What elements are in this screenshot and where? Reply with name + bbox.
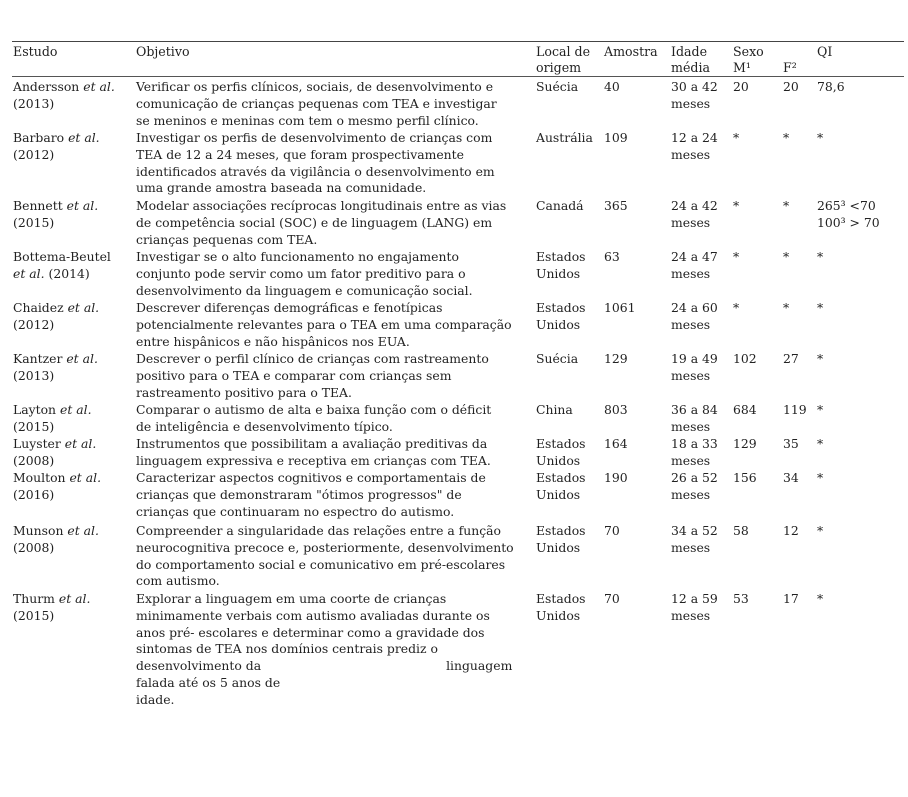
estudo-year-line (13, 96, 131, 113)
idade-range: 24 a 47 (671, 249, 718, 264)
header-estudo: Estudo (13, 44, 58, 59)
cell-estudo (13, 300, 131, 334)
cell-sexo-m: 58 (733, 523, 749, 538)
objetivo-line: Explorar a linguagem em uma coorte de crianças (136, 591, 447, 606)
header-qi: QI (817, 44, 833, 59)
idade-range: 30 a 42 (671, 79, 718, 94)
cell-amostra: 803 (604, 402, 628, 417)
objetivo-line: Investigar se o alto funcionamento no engajamento (136, 249, 459, 264)
qi-line1: * (817, 130, 824, 145)
estudo-author-line (13, 249, 131, 266)
estudo-et-al: et al. (60, 402, 92, 417)
cell-local (536, 402, 602, 419)
header-local-line2: origem (536, 60, 582, 75)
header-idade (671, 44, 710, 76)
cell-sexo-f: 12 (783, 523, 799, 538)
header-idade-line1: Idade (671, 44, 708, 59)
idade-unit: meses (671, 316, 711, 332)
estudo-year: (2013) (13, 367, 55, 383)
cell-local (536, 470, 602, 504)
objetivo-line: sintomas de TEA nos domínios centrais prediz o (136, 641, 438, 657)
cell-sexo-m: * (733, 198, 740, 213)
estudo-author: Chaidez (13, 300, 64, 315)
objetivo-line: de competência social (SOC) e de linguagem (LANG) em (136, 214, 493, 230)
idade-unit: meses (671, 146, 711, 162)
estudo-year: (2008) (13, 539, 55, 555)
cell-qi (817, 523, 905, 540)
header-idade-line2: média (671, 60, 710, 75)
idade-range: 36 a 84 (671, 402, 718, 417)
header-local (536, 44, 590, 76)
qi-line1: 78,6 (817, 79, 845, 94)
local-line2: Unidos (536, 539, 581, 555)
idade-range: 19 a 49 (671, 351, 718, 366)
objetivo-line: comunicação de crianças pequenas com TEA e investigar (136, 95, 497, 111)
estudo-year: (2013) (13, 95, 55, 111)
local-line2: Unidos (536, 265, 581, 281)
cell-estudo (13, 436, 131, 470)
estudo-author: Kantzer (13, 351, 63, 366)
objetivo-line: Caracterizar aspectos cognitivos e comportamentais de (136, 470, 486, 485)
idade-range: 12 a 59 (671, 591, 718, 606)
cell-objetivo (136, 523, 536, 590)
objetivo-line: rastreamento positivo para o TEA. (136, 384, 352, 400)
cell-sexo-m: * (733, 130, 740, 145)
local-line2: Unidos (536, 316, 581, 332)
estudo-author-line (13, 198, 131, 215)
estudo-et-al: et al. (67, 523, 99, 538)
cell-qi (817, 470, 905, 487)
estudo-year-line (13, 147, 131, 164)
idade-range: 18 a 33 (671, 436, 718, 451)
cell-estudo (13, 470, 131, 504)
estudo-et-al: et al. (68, 130, 100, 145)
cell-sexo-f: 20 (783, 79, 799, 94)
estudo-author-line (13, 591, 131, 608)
objetivo-line: conjunto pode servir como um fator preditivo para o (136, 265, 466, 281)
idade-unit: meses (671, 452, 711, 468)
qi-line1: * (817, 591, 824, 606)
qi-line1: * (817, 249, 824, 264)
objetivo-line: Descrever o perfil clínico de crianças com rastreamento (136, 351, 489, 366)
cell-sexo-m: 156 (733, 470, 757, 485)
cell-sexo-f: 27 (783, 351, 799, 366)
cell-idade (671, 79, 731, 113)
table-header-rule (12, 76, 904, 77)
cell-estudo (13, 198, 131, 232)
estudo-author: Thurm (13, 591, 55, 606)
cell-sexo-f: 17 (783, 591, 799, 606)
header-objetivo: Objetivo (136, 44, 190, 59)
estudo-et-al: et al. (13, 265, 45, 281)
cell-idade (671, 130, 731, 164)
estudo-year-line (13, 368, 131, 385)
estudo-author-line (13, 351, 131, 368)
cell-local (536, 591, 602, 625)
cell-qi (817, 591, 905, 608)
estudo-year-line (13, 487, 131, 504)
cell-sexo-m: 684 (733, 402, 757, 417)
cell-qi (817, 351, 905, 368)
objetivo-line: crianças que demonstraram "ótimos progressos" de (136, 486, 462, 502)
cell-local (536, 436, 602, 470)
estudo-author: Bottema-Beutel (13, 249, 111, 264)
estudo-author-line (13, 523, 131, 540)
cell-objetivo (136, 198, 536, 248)
cell-local (536, 249, 602, 283)
cell-sexo-f: * (783, 300, 790, 315)
cell-sexo-m: 20 (733, 79, 749, 94)
estudo-author-line (13, 300, 131, 317)
estudo-author: Barbaro (13, 130, 65, 145)
cell-qi (817, 249, 905, 266)
objetivo-line: idade. (136, 691, 175, 707)
cell-amostra: 365 (604, 198, 628, 213)
qi-line1: * (817, 351, 824, 366)
estudo-author: Luyster (13, 436, 61, 451)
cell-qi (817, 402, 905, 419)
local-line1: Estados (536, 300, 586, 315)
objetivo-line: desenvolvimento da linguagem e comunicação social. (136, 282, 473, 298)
estudo-year: (2008) (13, 452, 55, 468)
objetivo-line: entre hispânicos e não hispânicos nos EUA. (136, 333, 410, 349)
cell-amostra: 109 (604, 130, 628, 145)
idade-unit: meses (671, 539, 711, 555)
cell-sexo-f: 35 (783, 436, 799, 451)
objetivo-line: Modelar associações recíprocas longitudinais entre as vias (136, 198, 507, 213)
local-line1: Estados (536, 523, 586, 538)
cell-sexo-f: 34 (783, 470, 799, 485)
header-amostra: Amostra (604, 44, 658, 59)
estudo-year: (2012) (13, 146, 55, 162)
cell-qi (817, 436, 905, 453)
objetivo-line: uma grande amostra baseada na comunidade. (136, 180, 427, 196)
local-line1: China (536, 402, 573, 417)
qi-line1: * (817, 436, 824, 451)
objetivo-line: Instrumentos que possibilitam a avaliação preditivas da (136, 436, 488, 451)
idade-unit: meses (671, 486, 711, 502)
cell-local (536, 130, 602, 147)
objetivo-line (136, 658, 536, 675)
estudo-et-al: et al. (67, 300, 100, 315)
cell-idade (671, 249, 731, 283)
cell-idade (671, 591, 731, 625)
qi-line1: * (817, 523, 824, 538)
cell-idade (671, 470, 731, 504)
objetivo-line: anos pré- escolares e determinar como a gravidade dos (136, 624, 485, 640)
idade-unit: meses (671, 265, 711, 281)
estudo-year: (2012) (13, 316, 55, 332)
cell-estudo (13, 591, 131, 625)
estudo-et-al: et al. (69, 470, 102, 485)
cell-local (536, 351, 602, 368)
idade-unit: meses (671, 214, 711, 230)
header-local-line1: Local de (536, 44, 591, 59)
cell-idade (671, 436, 731, 470)
cell-idade (671, 198, 731, 232)
cell-estudo (13, 351, 131, 385)
cell-objetivo (136, 591, 536, 709)
header-sexo-f: F² (783, 60, 797, 75)
header-sexo-m: M¹ (733, 60, 751, 75)
idade-unit: meses (671, 607, 711, 623)
objetivo-line: neurocognitiva precoce e, posteriormente, desenvolvimento (136, 539, 514, 555)
cell-objetivo (136, 130, 536, 197)
local-line1: Suécia (536, 351, 579, 366)
local-line1: Estados (536, 436, 586, 451)
cell-estudo (13, 523, 131, 557)
cell-sexo-m: * (733, 249, 740, 264)
cell-amostra: 190 (604, 470, 628, 485)
objetivo-line: com autismo. (136, 573, 220, 589)
objetivo-line: identificados através da vigilância o desenvolvimento em (136, 163, 495, 179)
estudo-year-line (13, 453, 131, 470)
estudo-year-line (13, 215, 131, 232)
local-line1: Estados (536, 249, 586, 264)
cell-sexo-f: * (783, 198, 790, 213)
cell-sexo-f: * (783, 130, 790, 145)
objetivo-line: crianças que continuaram no espectro do autismo. (136, 503, 455, 519)
table-top-rule (12, 41, 904, 42)
objetivo-line-text: desenvolvimento da (136, 658, 262, 674)
objetivo-line: crianças pequenas com TEA. (136, 231, 318, 247)
header-sexo (733, 44, 764, 76)
cell-objetivo (136, 79, 536, 129)
qi-line1: * (817, 470, 824, 485)
estudo-et-al: et al. (58, 591, 91, 606)
local-line1: Estados (536, 591, 586, 606)
estudo-author: Munson (13, 523, 64, 538)
estudo-author-line (13, 436, 131, 453)
cell-estudo (13, 130, 131, 164)
cell-qi (817, 198, 905, 232)
cell-qi (817, 130, 905, 147)
cell-estudo (13, 249, 131, 283)
cell-estudo (13, 402, 131, 436)
estudo-et-al: et al. (64, 436, 97, 451)
estudo-author: Layton (13, 402, 57, 417)
estudo-author: Andersson (13, 79, 80, 94)
cell-objetivo (136, 249, 536, 299)
cell-local (536, 300, 602, 334)
estudo-year: (2015) (13, 607, 55, 623)
qi-line1: * (817, 300, 824, 315)
cell-objetivo (136, 300, 536, 350)
objetivo-line: minimamente verbais com autismo avaliadas durante os (136, 607, 490, 623)
estudo-year-line (13, 540, 131, 557)
cell-idade (671, 402, 731, 436)
cell-amostra: 40 (604, 79, 620, 94)
cell-local (536, 79, 602, 96)
cell-idade (671, 351, 731, 385)
objetivo-line: Comparar o autismo de alta e baixa função com o déficit (136, 402, 492, 417)
estudo-author-line (13, 130, 131, 147)
objetivo-line: positivo para o TEA e comparar com crianças sem (136, 367, 452, 383)
estudo-year-line (13, 266, 131, 283)
objetivo-line: potencialmente relevantes para o TEA em uma comparação (136, 316, 512, 332)
estudo-author-line (13, 402, 131, 419)
cell-amostra: 63 (604, 249, 620, 264)
estudo-et-al: et al. (83, 79, 115, 94)
estudo-et-al: et al. (66, 198, 99, 213)
qi-line2: 100³ > 70 (817, 214, 880, 230)
local-line2: Unidos (536, 486, 581, 502)
cell-qi (817, 79, 905, 96)
objetivo-line: Descrever diferenças demográficas e fenotípicas (136, 300, 443, 315)
objetivo-line: Investigar os perfis de desenvolvimento de crianças com (136, 130, 493, 145)
objetivo-line: falada até os 5 anos de (136, 674, 281, 690)
estudo-author-line (13, 470, 131, 487)
idade-unit: meses (671, 418, 711, 434)
cell-objetivo (136, 470, 536, 520)
estudo-author: Bennett (13, 198, 63, 213)
objetivo-line: Compreender a singularidade das relações entre a função (136, 523, 502, 538)
objetivo-line: Verificar os perfis clínicos, sociais, de desenvolvimento e (136, 79, 494, 94)
cell-amostra: 70 (604, 591, 620, 606)
header-sexo-label: Sexo (733, 44, 764, 59)
objetivo-line: TEA de 12 a 24 meses, que foram prospectivamente (136, 146, 464, 162)
cell-local (536, 523, 602, 557)
cell-objetivo (136, 402, 536, 436)
local-line2: Unidos (536, 452, 581, 468)
cell-amostra: 164 (604, 436, 628, 451)
cell-amostra: 1061 (604, 300, 636, 315)
cell-local (536, 198, 602, 215)
local-line1: Canadá (536, 198, 584, 213)
estudo-author: Moulton (13, 470, 66, 485)
cell-amostra: 129 (604, 351, 628, 366)
cell-sexo-m: * (733, 300, 740, 315)
cell-sexo-m: 53 (733, 591, 749, 606)
objetivo-line: linguagem expressiva e receptiva em crianças com TEA. (136, 452, 491, 468)
qi-line1: 265³ <70 (817, 198, 876, 213)
cell-estudo (13, 79, 131, 113)
idade-unit: meses (671, 367, 711, 383)
idade-range: 26 a 52 (671, 470, 718, 485)
cell-idade (671, 300, 731, 334)
cell-objetivo (136, 436, 536, 470)
estudo-year: (2014) (48, 265, 90, 281)
cell-objetivo (136, 351, 536, 401)
estudo-author-line (13, 79, 131, 96)
cell-sexo-m: 102 (733, 351, 757, 366)
cell-idade (671, 523, 731, 557)
idade-range: 24 a 42 (671, 198, 718, 213)
objetivo-line: se meninos e meninas com tem o mesmo perfil clínico. (136, 112, 479, 128)
local-line1: Austrália (536, 130, 593, 145)
local-line2: Unidos (536, 607, 581, 623)
estudo-year-line (13, 608, 131, 625)
idade-range: 12 a 24 (671, 130, 718, 145)
estudo-et-al: et al. (66, 351, 98, 366)
cell-sexo-f: * (783, 249, 790, 264)
estudo-year: (2016) (13, 486, 55, 502)
estudo-year-line (13, 419, 131, 436)
idade-unit: meses (671, 95, 711, 111)
local-line1: Suécia (536, 79, 579, 94)
estudo-year: (2015) (13, 214, 55, 230)
objetivo-gap-word: linguagem (446, 658, 513, 674)
idade-range: 24 a 60 (671, 300, 718, 315)
objetivo-line: de inteligência e desenvolvimento típico. (136, 418, 393, 434)
qi-line1: * (817, 402, 824, 417)
estudo-year: (2015) (13, 418, 55, 434)
cell-qi (817, 300, 905, 317)
idade-range: 34 a 52 (671, 523, 718, 538)
estudo-year-line (13, 317, 131, 334)
cell-amostra: 70 (604, 523, 620, 538)
local-line1: Estados (536, 470, 586, 485)
cell-sexo-m: 129 (733, 436, 757, 451)
objetivo-line: do comportamento social e comunicativo em pré-escolares (136, 556, 506, 572)
cell-sexo-f: 119 (783, 402, 807, 417)
